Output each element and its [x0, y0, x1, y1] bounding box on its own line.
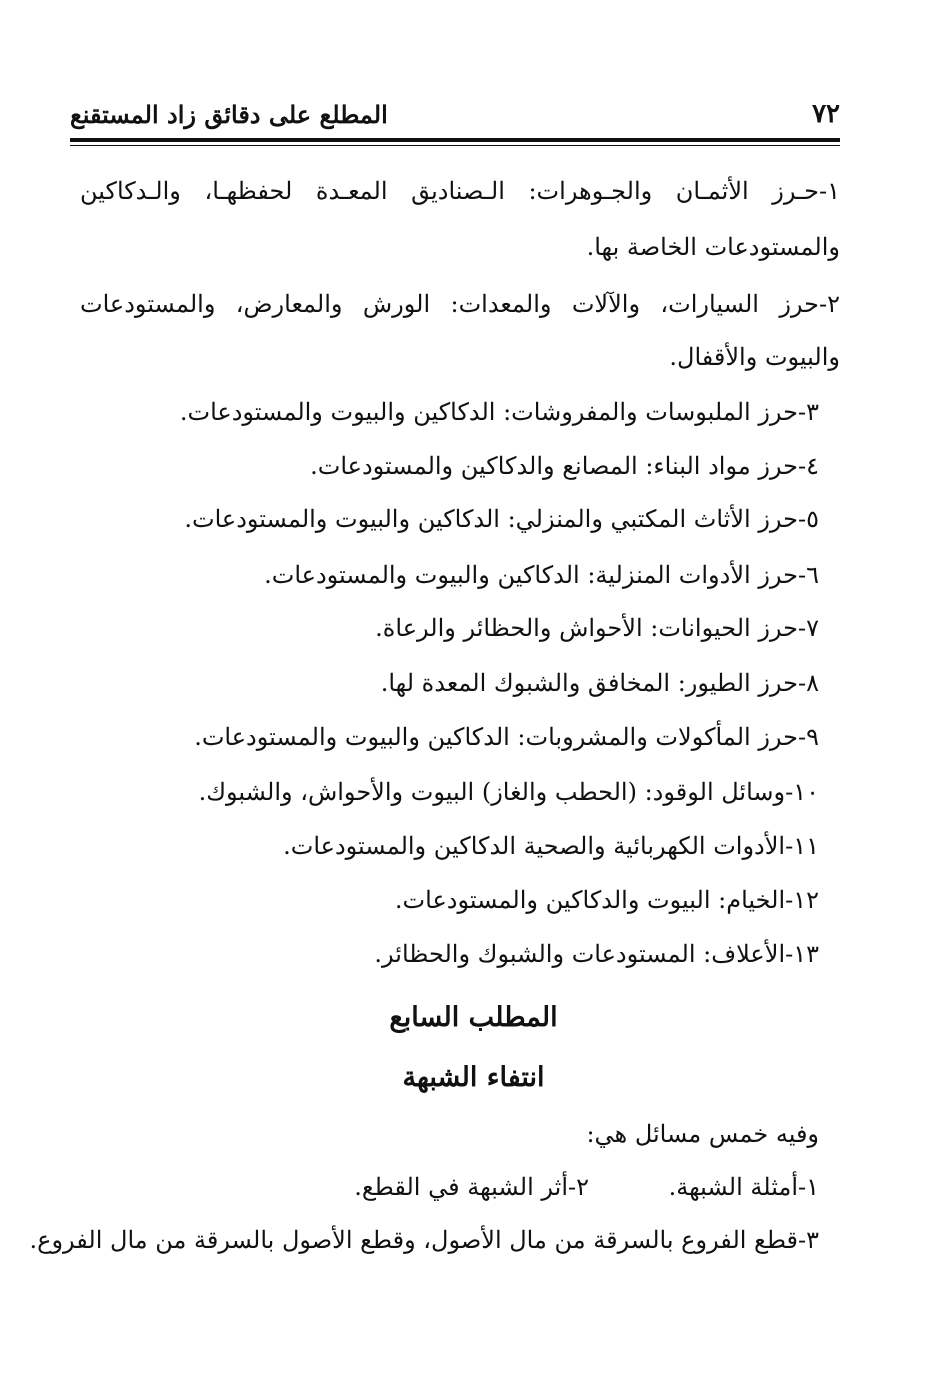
list-item: ١٣-الأعلاف: المستودعات والشبوك والحظائر. — [374, 940, 819, 968]
list-item: ٥-حرز الأثاث المكتبي والمنزلي: الدكاكين والبيوت والمستودعات. — [184, 505, 819, 533]
list-item: ٧-حرز الحيوانات: الأحواش والحظائر والرعاة. — [375, 614, 819, 642]
list-item: ١٠-وسائل الوقود: (الحطب والغاز) البيوت والأحواش، والشبوك. — [198, 778, 819, 806]
paragraph-2-line-1: ٢-حرز السيارات، والآلات والمعدات: الورش والمعارض، والمستودعات — [80, 290, 840, 318]
issue-3: ٣-قطع الفروع بالسرقة من مال الأصول، وقطع الأصول بالسرقة من مال الفروع. — [29, 1226, 819, 1254]
list-item: ٨-حرز الطيور: المخافق والشبوك المعدة لها. — [380, 669, 819, 697]
section-subheading: انتفاء الشبهة — [402, 1062, 545, 1093]
page-number: ٧٢ — [812, 99, 840, 129]
paragraph-2-line-2: والبيوت والأقفال. — [669, 343, 840, 371]
section-intro: وفيه خمس مسائل هي: — [586, 1120, 819, 1148]
list-item: ٩-حرز المأكولات والمشروبات: الدكاكين والبيوت والمستودعات. — [194, 723, 819, 751]
header-rule-thin — [70, 145, 840, 146]
list-item: ١١-الأدوات الكهربائية والصحية الدكاكين والمستودعات. — [283, 832, 819, 860]
paragraph-1-line-2: والمستودعات الخاصة بها. — [586, 233, 840, 261]
issues-row — [329, 1173, 819, 1202]
issue-2: ٢-أثر الشبهة في القطع. — [354, 1173, 589, 1201]
section-heading: المطلب السابع — [389, 1002, 558, 1033]
list-item: ٣-حرز الملبوسات والمفروشات: الدكاكين والبيوت والمستودعات. — [179, 398, 819, 426]
issue-1: ١-أمثلة الشبهة. — [668, 1173, 819, 1201]
paragraph-1-line-1: ١-حـرز الأثمـان والجـوهرات: الـصناديق المعـدة لحفظهـا، والـدكاكين — [80, 177, 840, 205]
running-title: المطلع على دقائق زاد المستقنع — [70, 99, 388, 129]
list-item: ١٢-الخيام: البيوت والدكاكين والمستودعات. — [394, 886, 819, 914]
header-rule-thick — [70, 138, 840, 142]
page-header — [70, 94, 840, 134]
list-item: ٦-حرز الأدوات المنزلية: الدكاكين والبيوت والمستودعات. — [264, 561, 819, 589]
list-item: ٤-حرز مواد البناء: المصانع والدكاكين والمستودعات. — [310, 452, 819, 480]
